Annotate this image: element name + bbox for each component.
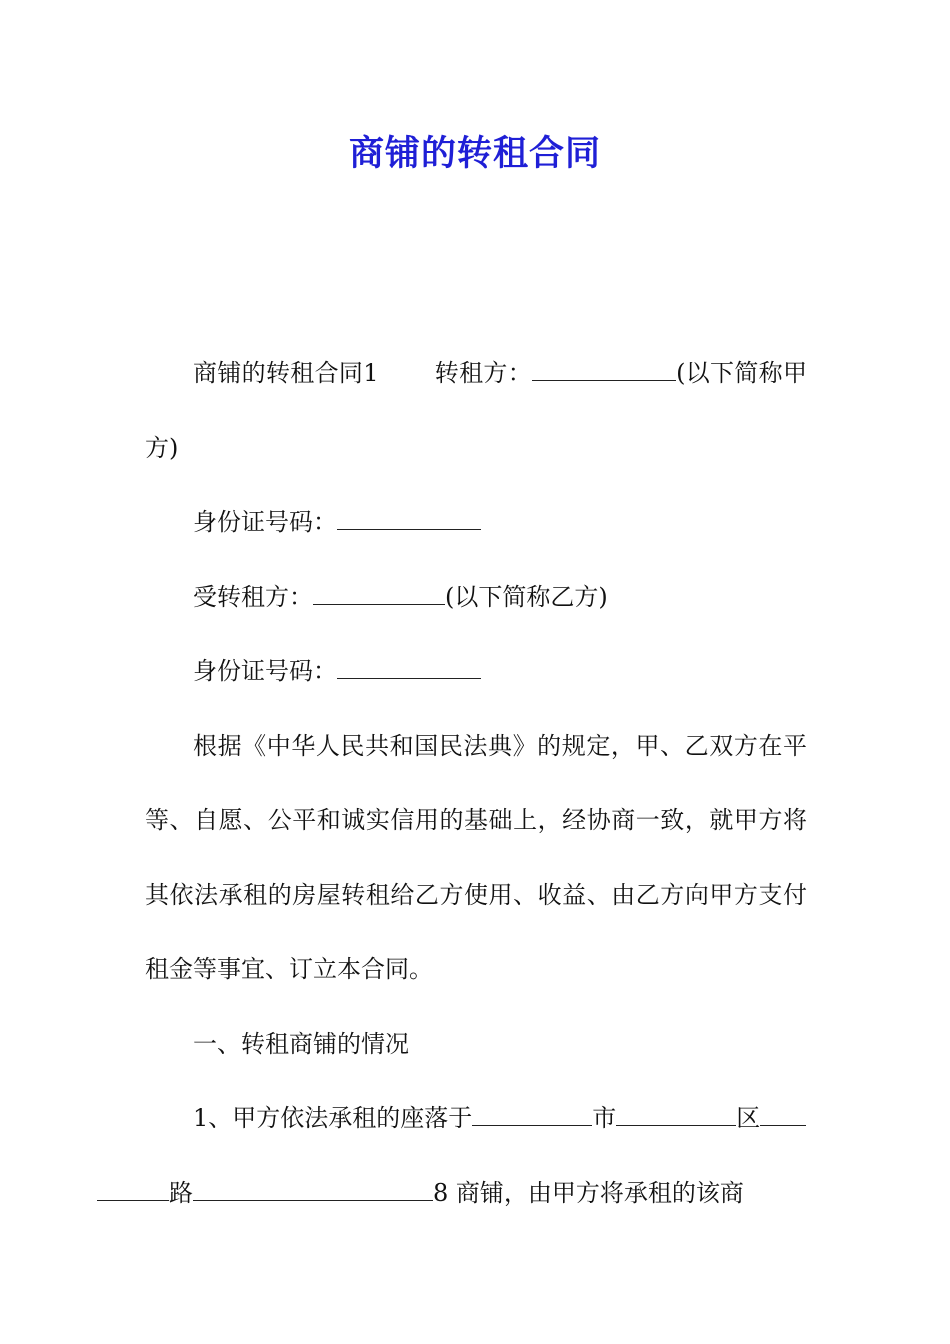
road-label: 路 (169, 1178, 193, 1207)
id-label: 身份证号码： (193, 508, 337, 536)
sublessor-note: (以下简称甲方) (145, 359, 807, 462)
sublessee-id-blank[interactable] (337, 656, 481, 679)
paragraph-clause-1 (145, 1081, 807, 1230)
section-heading: 一、转租商铺的情况 (193, 1029, 409, 1058)
district-label: 区 (736, 1104, 761, 1132)
sublessor-id-blank[interactable] (337, 507, 481, 530)
sublessee-label: 受转租方： (193, 582, 313, 611)
document-body (145, 336, 807, 1230)
paragraph-preamble: 根据《中华人民共和国民法典》的规定，甲、乙双方在平等、自愿、公平和诚实信用的基础上，经协商一致，就甲方将其依法承租的房屋转租给乙方使用、收益、由乙方向甲方支付租金等事宜、订立本合同。 (145, 731, 807, 983)
city-blank[interactable] (472, 1103, 592, 1126)
contract-heading: 商铺的转租合同1 (193, 359, 379, 387)
clause-lead: 1、甲方依法承租的座落于 (193, 1104, 473, 1132)
clause-tail: 8 商铺，由甲方将承租的该商 (433, 1178, 744, 1207)
paragraph-sublessee-id (145, 634, 807, 709)
address-blank[interactable] (193, 1178, 433, 1201)
road-blank-part2[interactable] (97, 1178, 169, 1201)
paragraph-sublessor (145, 336, 807, 485)
paragraph-sublessor-id (145, 485, 807, 560)
district-blank[interactable] (616, 1103, 736, 1126)
sublessor-blank[interactable] (532, 358, 676, 381)
sublessor-label: 转租方： (434, 359, 533, 387)
sublessee-note: (以下简称乙方) (445, 582, 608, 611)
id-label: 身份证号码： (193, 657, 337, 685)
document-title: 商铺的转租合同 (348, 134, 601, 174)
road-blank-part1[interactable] (760, 1103, 806, 1126)
sublessee-blank[interactable] (313, 582, 445, 605)
paragraph-sublessee (145, 560, 807, 635)
city-label: 市 (592, 1104, 617, 1132)
